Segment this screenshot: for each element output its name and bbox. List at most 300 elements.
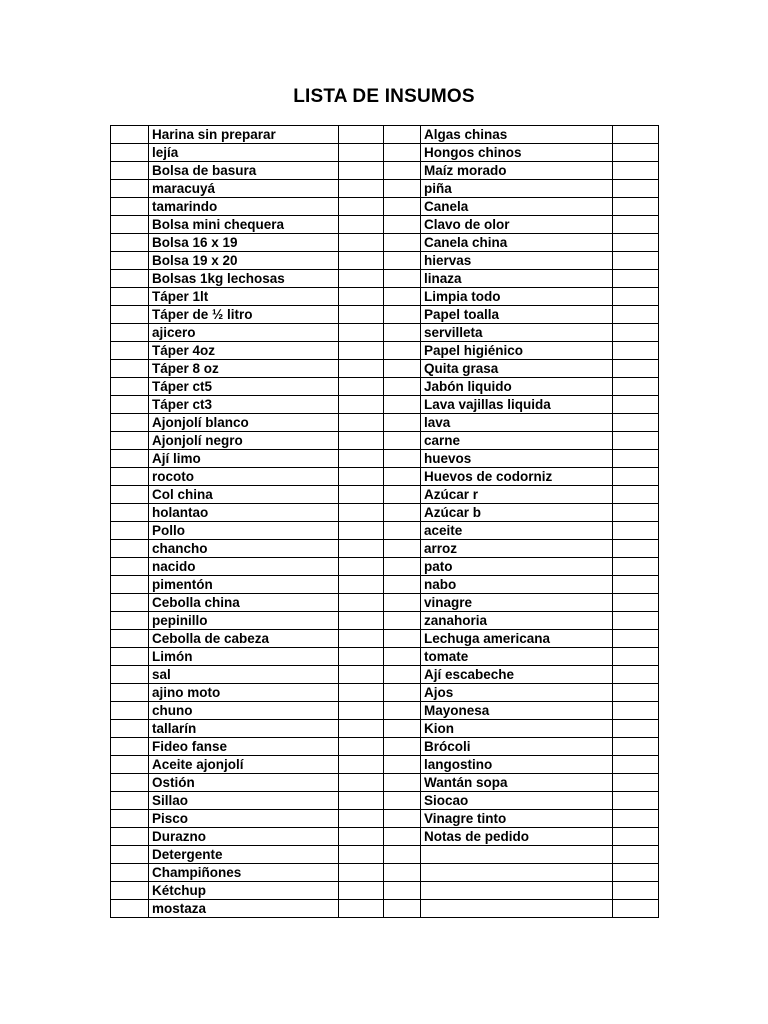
blank-cell — [613, 162, 659, 180]
blank-cell — [111, 162, 149, 180]
blank-cell — [111, 540, 149, 558]
blank-cell — [111, 450, 149, 468]
blank-cell — [111, 504, 149, 522]
left-item-cell: Pisco — [149, 810, 339, 828]
right-item-cell: Mayonesa — [421, 702, 613, 720]
blank-cell — [339, 684, 384, 702]
blank-cell — [111, 792, 149, 810]
left-item-cell: Bolsas 1kg lechosas — [149, 270, 339, 288]
table-row — [111, 162, 659, 180]
table-row — [111, 774, 659, 792]
blank-cell — [384, 558, 421, 576]
right-item-cell: Papel toalla — [421, 306, 613, 324]
blank-cell — [613, 630, 659, 648]
blank-cell — [384, 648, 421, 666]
blank-cell — [613, 738, 659, 756]
right-item-cell: hiervas — [421, 252, 613, 270]
blank-cell — [613, 432, 659, 450]
right-item-cell: servilleta — [421, 324, 613, 342]
blank-cell — [613, 648, 659, 666]
blank-cell — [384, 810, 421, 828]
right-item-cell: Huevos de codorniz — [421, 468, 613, 486]
left-item-cell: Cebolla china — [149, 594, 339, 612]
blank-cell — [384, 504, 421, 522]
blank-cell — [111, 900, 149, 918]
left-item-cell: nacido — [149, 558, 339, 576]
blank-cell — [111, 864, 149, 882]
table-row — [111, 828, 659, 846]
blank-cell — [613, 378, 659, 396]
table-row — [111, 612, 659, 630]
blank-cell — [339, 900, 384, 918]
blank-cell — [613, 396, 659, 414]
blank-cell — [111, 576, 149, 594]
blank-cell — [384, 270, 421, 288]
blank-cell — [339, 198, 384, 216]
blank-cell — [111, 648, 149, 666]
blank-cell — [339, 522, 384, 540]
supplies-table-body — [111, 126, 659, 918]
table-row — [111, 396, 659, 414]
table-row — [111, 180, 659, 198]
right-item-cell: Quita grasa — [421, 360, 613, 378]
blank-cell — [613, 720, 659, 738]
right-item-cell: Wantán sopa — [421, 774, 613, 792]
blank-cell — [613, 468, 659, 486]
blank-cell — [613, 324, 659, 342]
right-item-cell — [421, 882, 613, 900]
left-item-cell: Sillao — [149, 792, 339, 810]
left-item-cell: Cebolla de cabeza — [149, 630, 339, 648]
blank-cell — [111, 270, 149, 288]
blank-cell — [339, 378, 384, 396]
blank-cell — [339, 396, 384, 414]
blank-cell — [339, 270, 384, 288]
blank-cell — [384, 468, 421, 486]
right-item-cell: Kion — [421, 720, 613, 738]
blank-cell — [613, 864, 659, 882]
table-row — [111, 342, 659, 360]
table-row — [111, 414, 659, 432]
blank-cell — [111, 612, 149, 630]
blank-cell — [111, 594, 149, 612]
blank-cell — [384, 900, 421, 918]
blank-cell — [613, 684, 659, 702]
blank-cell — [111, 486, 149, 504]
table-row — [111, 594, 659, 612]
blank-cell — [613, 306, 659, 324]
blank-cell — [613, 342, 659, 360]
blank-cell — [384, 738, 421, 756]
right-item-cell: Canela china — [421, 234, 613, 252]
blank-cell — [613, 288, 659, 306]
table-row — [111, 900, 659, 918]
right-item-cell: Lechuga americana — [421, 630, 613, 648]
blank-cell — [384, 486, 421, 504]
table-row — [111, 684, 659, 702]
blank-cell — [339, 846, 384, 864]
table-row — [111, 702, 659, 720]
blank-cell — [613, 414, 659, 432]
blank-cell — [339, 756, 384, 774]
left-item-cell: tamarindo — [149, 198, 339, 216]
left-item-cell: Ostión — [149, 774, 339, 792]
blank-cell — [384, 450, 421, 468]
blank-cell — [613, 900, 659, 918]
right-item-cell: Lava vajillas liquida — [421, 396, 613, 414]
table-row — [111, 666, 659, 684]
supplies-table — [110, 125, 659, 918]
left-item-cell: Bolsa mini chequera — [149, 216, 339, 234]
blank-cell — [111, 828, 149, 846]
blank-cell — [339, 540, 384, 558]
table-row — [111, 288, 659, 306]
blank-cell — [339, 774, 384, 792]
blank-cell — [339, 360, 384, 378]
left-item-cell: pimentón — [149, 576, 339, 594]
left-item-cell: Táper ct3 — [149, 396, 339, 414]
left-item-cell: Limón — [149, 648, 339, 666]
blank-cell — [384, 162, 421, 180]
blank-cell — [111, 774, 149, 792]
blank-cell — [111, 252, 149, 270]
table-row — [111, 810, 659, 828]
blank-cell — [111, 324, 149, 342]
right-item-cell: carne — [421, 432, 613, 450]
table-row — [111, 324, 659, 342]
blank-cell — [613, 522, 659, 540]
right-item-cell — [421, 900, 613, 918]
left-item-cell: Táper 8 oz — [149, 360, 339, 378]
table-row — [111, 792, 659, 810]
blank-cell — [613, 810, 659, 828]
blank-cell — [339, 180, 384, 198]
blank-cell — [339, 432, 384, 450]
blank-cell — [384, 324, 421, 342]
blank-cell — [339, 594, 384, 612]
blank-cell — [111, 558, 149, 576]
table-row — [111, 576, 659, 594]
right-item-cell: Papel higiénico — [421, 342, 613, 360]
blank-cell — [111, 720, 149, 738]
blank-cell — [384, 882, 421, 900]
blank-cell — [384, 666, 421, 684]
blank-cell — [339, 630, 384, 648]
left-item-cell: ajicero — [149, 324, 339, 342]
table-row — [111, 432, 659, 450]
table-row — [111, 630, 659, 648]
table-row — [111, 756, 659, 774]
blank-cell — [111, 756, 149, 774]
blank-cell — [384, 540, 421, 558]
blank-cell — [339, 702, 384, 720]
blank-cell — [111, 738, 149, 756]
right-item-cell: huevos — [421, 450, 613, 468]
blank-cell — [613, 486, 659, 504]
right-item-cell: Canela — [421, 198, 613, 216]
blank-cell — [384, 522, 421, 540]
blank-cell — [384, 432, 421, 450]
table-row — [111, 306, 659, 324]
right-item-cell — [421, 864, 613, 882]
blank-cell — [339, 558, 384, 576]
blank-cell — [384, 198, 421, 216]
left-item-cell: chancho — [149, 540, 339, 558]
blank-cell — [613, 540, 659, 558]
blank-cell — [384, 792, 421, 810]
blank-cell — [339, 504, 384, 522]
blank-cell — [613, 252, 659, 270]
blank-cell — [339, 126, 384, 144]
blank-cell — [613, 612, 659, 630]
blank-cell — [384, 126, 421, 144]
blank-cell — [384, 216, 421, 234]
blank-cell — [613, 504, 659, 522]
table-row — [111, 846, 659, 864]
blank-cell — [339, 792, 384, 810]
right-item-cell: Jabón liquido — [421, 378, 613, 396]
left-item-cell: Táper ct5 — [149, 378, 339, 396]
left-item-cell: Táper de ½ litro — [149, 306, 339, 324]
blank-cell — [111, 180, 149, 198]
right-item-cell: tomate — [421, 648, 613, 666]
blank-cell — [111, 414, 149, 432]
table-row — [111, 486, 659, 504]
blank-cell — [111, 126, 149, 144]
right-item-cell: aceite — [421, 522, 613, 540]
blank-cell — [339, 612, 384, 630]
blank-cell — [613, 234, 659, 252]
left-item-cell: Durazno — [149, 828, 339, 846]
blank-cell — [339, 468, 384, 486]
left-item-cell: Bolsa 19 x 20 — [149, 252, 339, 270]
blank-cell — [384, 774, 421, 792]
blank-cell — [339, 450, 384, 468]
blank-cell — [613, 576, 659, 594]
blank-cell — [613, 198, 659, 216]
blank-cell — [111, 522, 149, 540]
blank-cell — [613, 882, 659, 900]
blank-cell — [613, 270, 659, 288]
blank-cell — [111, 846, 149, 864]
blank-cell — [339, 486, 384, 504]
blank-cell — [384, 378, 421, 396]
left-item-cell: tallarín — [149, 720, 339, 738]
blank-cell — [339, 864, 384, 882]
right-item-cell: arroz — [421, 540, 613, 558]
table-row — [111, 468, 659, 486]
left-item-cell: Bolsa de basura — [149, 162, 339, 180]
blank-cell — [339, 342, 384, 360]
blank-cell — [613, 216, 659, 234]
left-item-cell: Col china — [149, 486, 339, 504]
left-item-cell: Ajonjolí blanco — [149, 414, 339, 432]
left-item-cell: rocoto — [149, 468, 339, 486]
right-item-cell: Vinagre tinto — [421, 810, 613, 828]
right-item-cell: nabo — [421, 576, 613, 594]
left-item-cell: holantao — [149, 504, 339, 522]
right-item-cell: Maíz morado — [421, 162, 613, 180]
blank-cell — [613, 774, 659, 792]
right-item-cell: Limpia todo — [421, 288, 613, 306]
left-item-cell: Aceite ajonjolí — [149, 756, 339, 774]
blank-cell — [111, 630, 149, 648]
blank-cell — [339, 306, 384, 324]
blank-cell — [111, 396, 149, 414]
left-item-cell: Pollo — [149, 522, 339, 540]
right-item-cell: Clavo de olor — [421, 216, 613, 234]
blank-cell — [384, 306, 421, 324]
right-item-cell: Ajos — [421, 684, 613, 702]
table-row — [111, 198, 659, 216]
blank-cell — [384, 414, 421, 432]
blank-cell — [384, 612, 421, 630]
right-item-cell: Siocao — [421, 792, 613, 810]
left-item-cell: Fideo fanse — [149, 738, 339, 756]
right-item-cell: Hongos chinos — [421, 144, 613, 162]
blank-cell — [339, 162, 384, 180]
blank-cell — [384, 702, 421, 720]
blank-cell — [339, 828, 384, 846]
table-row — [111, 882, 659, 900]
right-item-cell: lava — [421, 414, 613, 432]
blank-cell — [613, 594, 659, 612]
table-row — [111, 270, 659, 288]
blank-cell — [613, 792, 659, 810]
blank-cell — [339, 252, 384, 270]
blank-cell — [613, 756, 659, 774]
right-item-cell: zanahoria — [421, 612, 613, 630]
left-item-cell: Táper 1lt — [149, 288, 339, 306]
blank-cell — [613, 702, 659, 720]
table-row — [111, 504, 659, 522]
blank-cell — [339, 288, 384, 306]
blank-cell — [339, 144, 384, 162]
blank-cell — [613, 846, 659, 864]
right-item-cell: piña — [421, 180, 613, 198]
blank-cell — [111, 378, 149, 396]
blank-cell — [339, 234, 384, 252]
blank-cell — [613, 666, 659, 684]
blank-cell — [613, 144, 659, 162]
blank-cell — [384, 846, 421, 864]
blank-cell — [613, 180, 659, 198]
table-row — [111, 522, 659, 540]
blank-cell — [384, 576, 421, 594]
blank-cell — [111, 684, 149, 702]
table-row — [111, 126, 659, 144]
blank-cell — [111, 198, 149, 216]
right-item-cell: pato — [421, 558, 613, 576]
right-item-cell: vinagre — [421, 594, 613, 612]
table-row — [111, 144, 659, 162]
blank-cell — [613, 450, 659, 468]
right-item-cell: langostino — [421, 756, 613, 774]
blank-cell — [384, 180, 421, 198]
right-item-cell: linaza — [421, 270, 613, 288]
blank-cell — [384, 288, 421, 306]
left-item-cell: Ají limo — [149, 450, 339, 468]
left-item-cell: ajino moto — [149, 684, 339, 702]
blank-cell — [384, 864, 421, 882]
blank-cell — [339, 414, 384, 432]
right-item-cell: Ají escabeche — [421, 666, 613, 684]
blank-cell — [111, 216, 149, 234]
table-row — [111, 360, 659, 378]
blank-cell — [613, 126, 659, 144]
blank-cell — [339, 576, 384, 594]
table-row — [111, 648, 659, 666]
left-item-cell: pepinillo — [149, 612, 339, 630]
blank-cell — [111, 432, 149, 450]
blank-cell — [111, 234, 149, 252]
blank-cell — [111, 342, 149, 360]
left-item-cell: Bolsa 16 x 19 — [149, 234, 339, 252]
left-item-cell: chuno — [149, 702, 339, 720]
blank-cell — [384, 342, 421, 360]
blank-cell — [384, 396, 421, 414]
blank-cell — [111, 306, 149, 324]
table-row — [111, 864, 659, 882]
blank-cell — [111, 468, 149, 486]
blank-cell — [339, 324, 384, 342]
blank-cell — [339, 648, 384, 666]
table-row — [111, 450, 659, 468]
blank-cell — [384, 252, 421, 270]
blank-cell — [339, 738, 384, 756]
blank-cell — [384, 234, 421, 252]
blank-cell — [384, 594, 421, 612]
blank-cell — [613, 828, 659, 846]
blank-cell — [384, 720, 421, 738]
left-item-cell: Harina sin preparar — [149, 126, 339, 144]
blank-cell — [339, 666, 384, 684]
right-item-cell: Brócoli — [421, 738, 613, 756]
blank-cell — [339, 882, 384, 900]
right-item-cell — [421, 846, 613, 864]
left-item-cell: maracuyá — [149, 180, 339, 198]
blank-cell — [111, 666, 149, 684]
table-row — [111, 234, 659, 252]
left-item-cell: sal — [149, 666, 339, 684]
blank-cell — [384, 756, 421, 774]
right-item-cell: Azúcar b — [421, 504, 613, 522]
table-row — [111, 252, 659, 270]
blank-cell — [111, 144, 149, 162]
blank-cell — [111, 882, 149, 900]
left-item-cell: Champiñones — [149, 864, 339, 882]
blank-cell — [339, 216, 384, 234]
blank-cell — [111, 810, 149, 828]
left-item-cell: Detergente — [149, 846, 339, 864]
right-item-cell: Algas chinas — [421, 126, 613, 144]
blank-cell — [384, 360, 421, 378]
blank-cell — [384, 630, 421, 648]
blank-cell — [339, 720, 384, 738]
blank-cell — [111, 702, 149, 720]
left-item-cell: Kétchup — [149, 882, 339, 900]
table-row — [111, 540, 659, 558]
blank-cell — [384, 684, 421, 702]
right-item-cell: Notas de pedido — [421, 828, 613, 846]
table-row — [111, 216, 659, 234]
table-row — [111, 558, 659, 576]
blank-cell — [384, 144, 421, 162]
table-row — [111, 738, 659, 756]
left-item-cell: mostaza — [149, 900, 339, 918]
left-item-cell: Ajonjolí negro — [149, 432, 339, 450]
blank-cell — [613, 360, 659, 378]
